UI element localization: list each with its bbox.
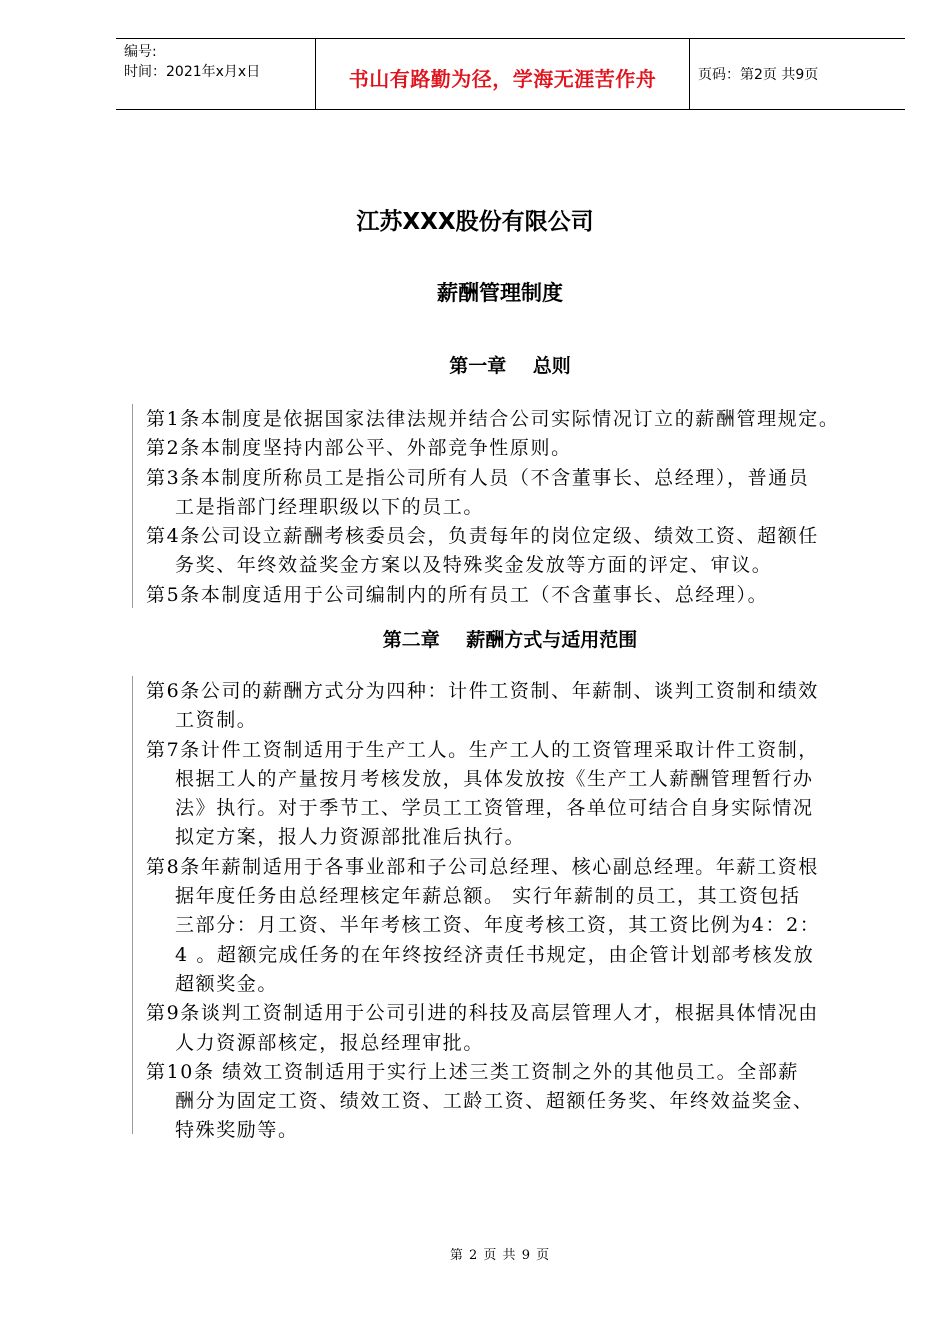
header-page-cell	[690, 39, 905, 109]
article	[146, 736, 886, 853]
document-title: 薪酬管理制度	[437, 281, 563, 305]
article	[146, 1058, 886, 1146]
chapter-heading: 第二章 薪酬方式与适用范围	[382, 629, 638, 651]
article-first-line: 第3条本制度所称员工是指公司所有人员（不含董事长、总经理），普通员	[146, 466, 810, 489]
time-label: 时间：2021年x月x日	[124, 64, 261, 80]
header-meta-cell	[116, 39, 316, 109]
number-label: 编号:	[124, 44, 157, 60]
chapter-heading: 第一章 总则	[449, 355, 571, 377]
article-continuation-line: 特殊奖励等。	[175, 1119, 299, 1142]
article-continuation-line: 拟定方案，报人力资源部批准后执行。	[175, 826, 526, 849]
article-first-line: 第4条公司设立薪酬考核委员会，负责每年的岗位定级、绩效工资、超额任	[146, 525, 819, 548]
article-first-line: 第9条谈判工资制适用于公司引进的科技及高层管理人才，根据具体情况由	[146, 1002, 819, 1025]
article-continuation-line: 工是指部门经理职级以下的员工。	[175, 495, 485, 518]
article-first-line: 第2条本制度坚持内部公平、外部竞争性原则。	[146, 437, 572, 460]
article-continuation-line: 4 。超额完成任务的在年终按经济责任书规定，由企管计划部考核发放	[175, 943, 815, 966]
article-continuation-line: 法》执行。对于季节工、学员工工资管理，各单位可结合自身实际情况	[175, 797, 814, 820]
article-first-line: 第10条 绩效工资制适用于实行上述三类工资制之外的其他员工。全部薪	[146, 1060, 800, 1083]
motto: 书山有路勤为径，学海无涯苦作舟	[348, 67, 657, 91]
left-margin-rule	[132, 404, 133, 608]
page-label: 页码：第2页 共9页	[698, 67, 819, 83]
article-continuation-line: 工资制。	[175, 709, 258, 732]
article-first-line: 第1条本制度是依据国家法律法规并结合公司实际情况订立的薪酬管理规定。	[146, 408, 840, 430]
article	[146, 677, 886, 736]
page-header	[116, 38, 905, 110]
article-first-line: 第5条本制度适用于公司编制内的所有员工（不含董事长、总经理）。	[146, 583, 769, 606]
page-footer: 第 2 页 共 9 页	[449, 1248, 551, 1263]
article	[146, 853, 886, 999]
article-continuation-line: 根据工人的产量按月考核发放，具体发放按《生产工人薪酬管理暂行办	[175, 767, 814, 790]
article-continuation-line: 据年度任务由总经理核定年薪总额。 实行年薪制的员工，其工资包括	[175, 885, 801, 908]
company-name: 江苏XXX股份有限公司	[356, 209, 594, 235]
article-first-line: 第7条计件工资制适用于生产工人。生产工人的工资管理采取计件工资制，	[146, 738, 819, 761]
article	[146, 434, 886, 463]
left-margin-rule	[132, 676, 133, 1134]
article	[146, 405, 886, 434]
article-continuation-line: 务奖、年终效益奖金方案以及特殊奖金发放等方面的评定、审议。	[175, 554, 773, 577]
article	[146, 464, 886, 523]
article-continuation-line: 人力资源部核定，报总经理审批。	[175, 1031, 485, 1054]
article	[146, 522, 886, 581]
chapter-2-articles	[146, 677, 886, 1146]
chapter-1-articles	[146, 405, 886, 610]
article-continuation-line: 超额奖金。	[175, 972, 279, 995]
article-first-line: 第8条年薪制适用于各事业部和子公司总经理、核心副总经理。年薪工资根	[146, 855, 819, 878]
article-first-line: 第6条公司的薪酬方式分为四种：计件工资制、年薪制、谈判工资制和绩效	[146, 680, 819, 702]
article	[146, 581, 886, 610]
article	[146, 999, 886, 1058]
article-continuation-line: 三部分：月工资、半年考核工资、年度考核工资，其工资比例为4：2：	[175, 914, 821, 937]
article-continuation-line: 酬分为固定工资、绩效工资、工龄工资、超额任务奖、年终效益奖金、	[175, 1090, 814, 1113]
header-motto-cell	[316, 39, 690, 109]
